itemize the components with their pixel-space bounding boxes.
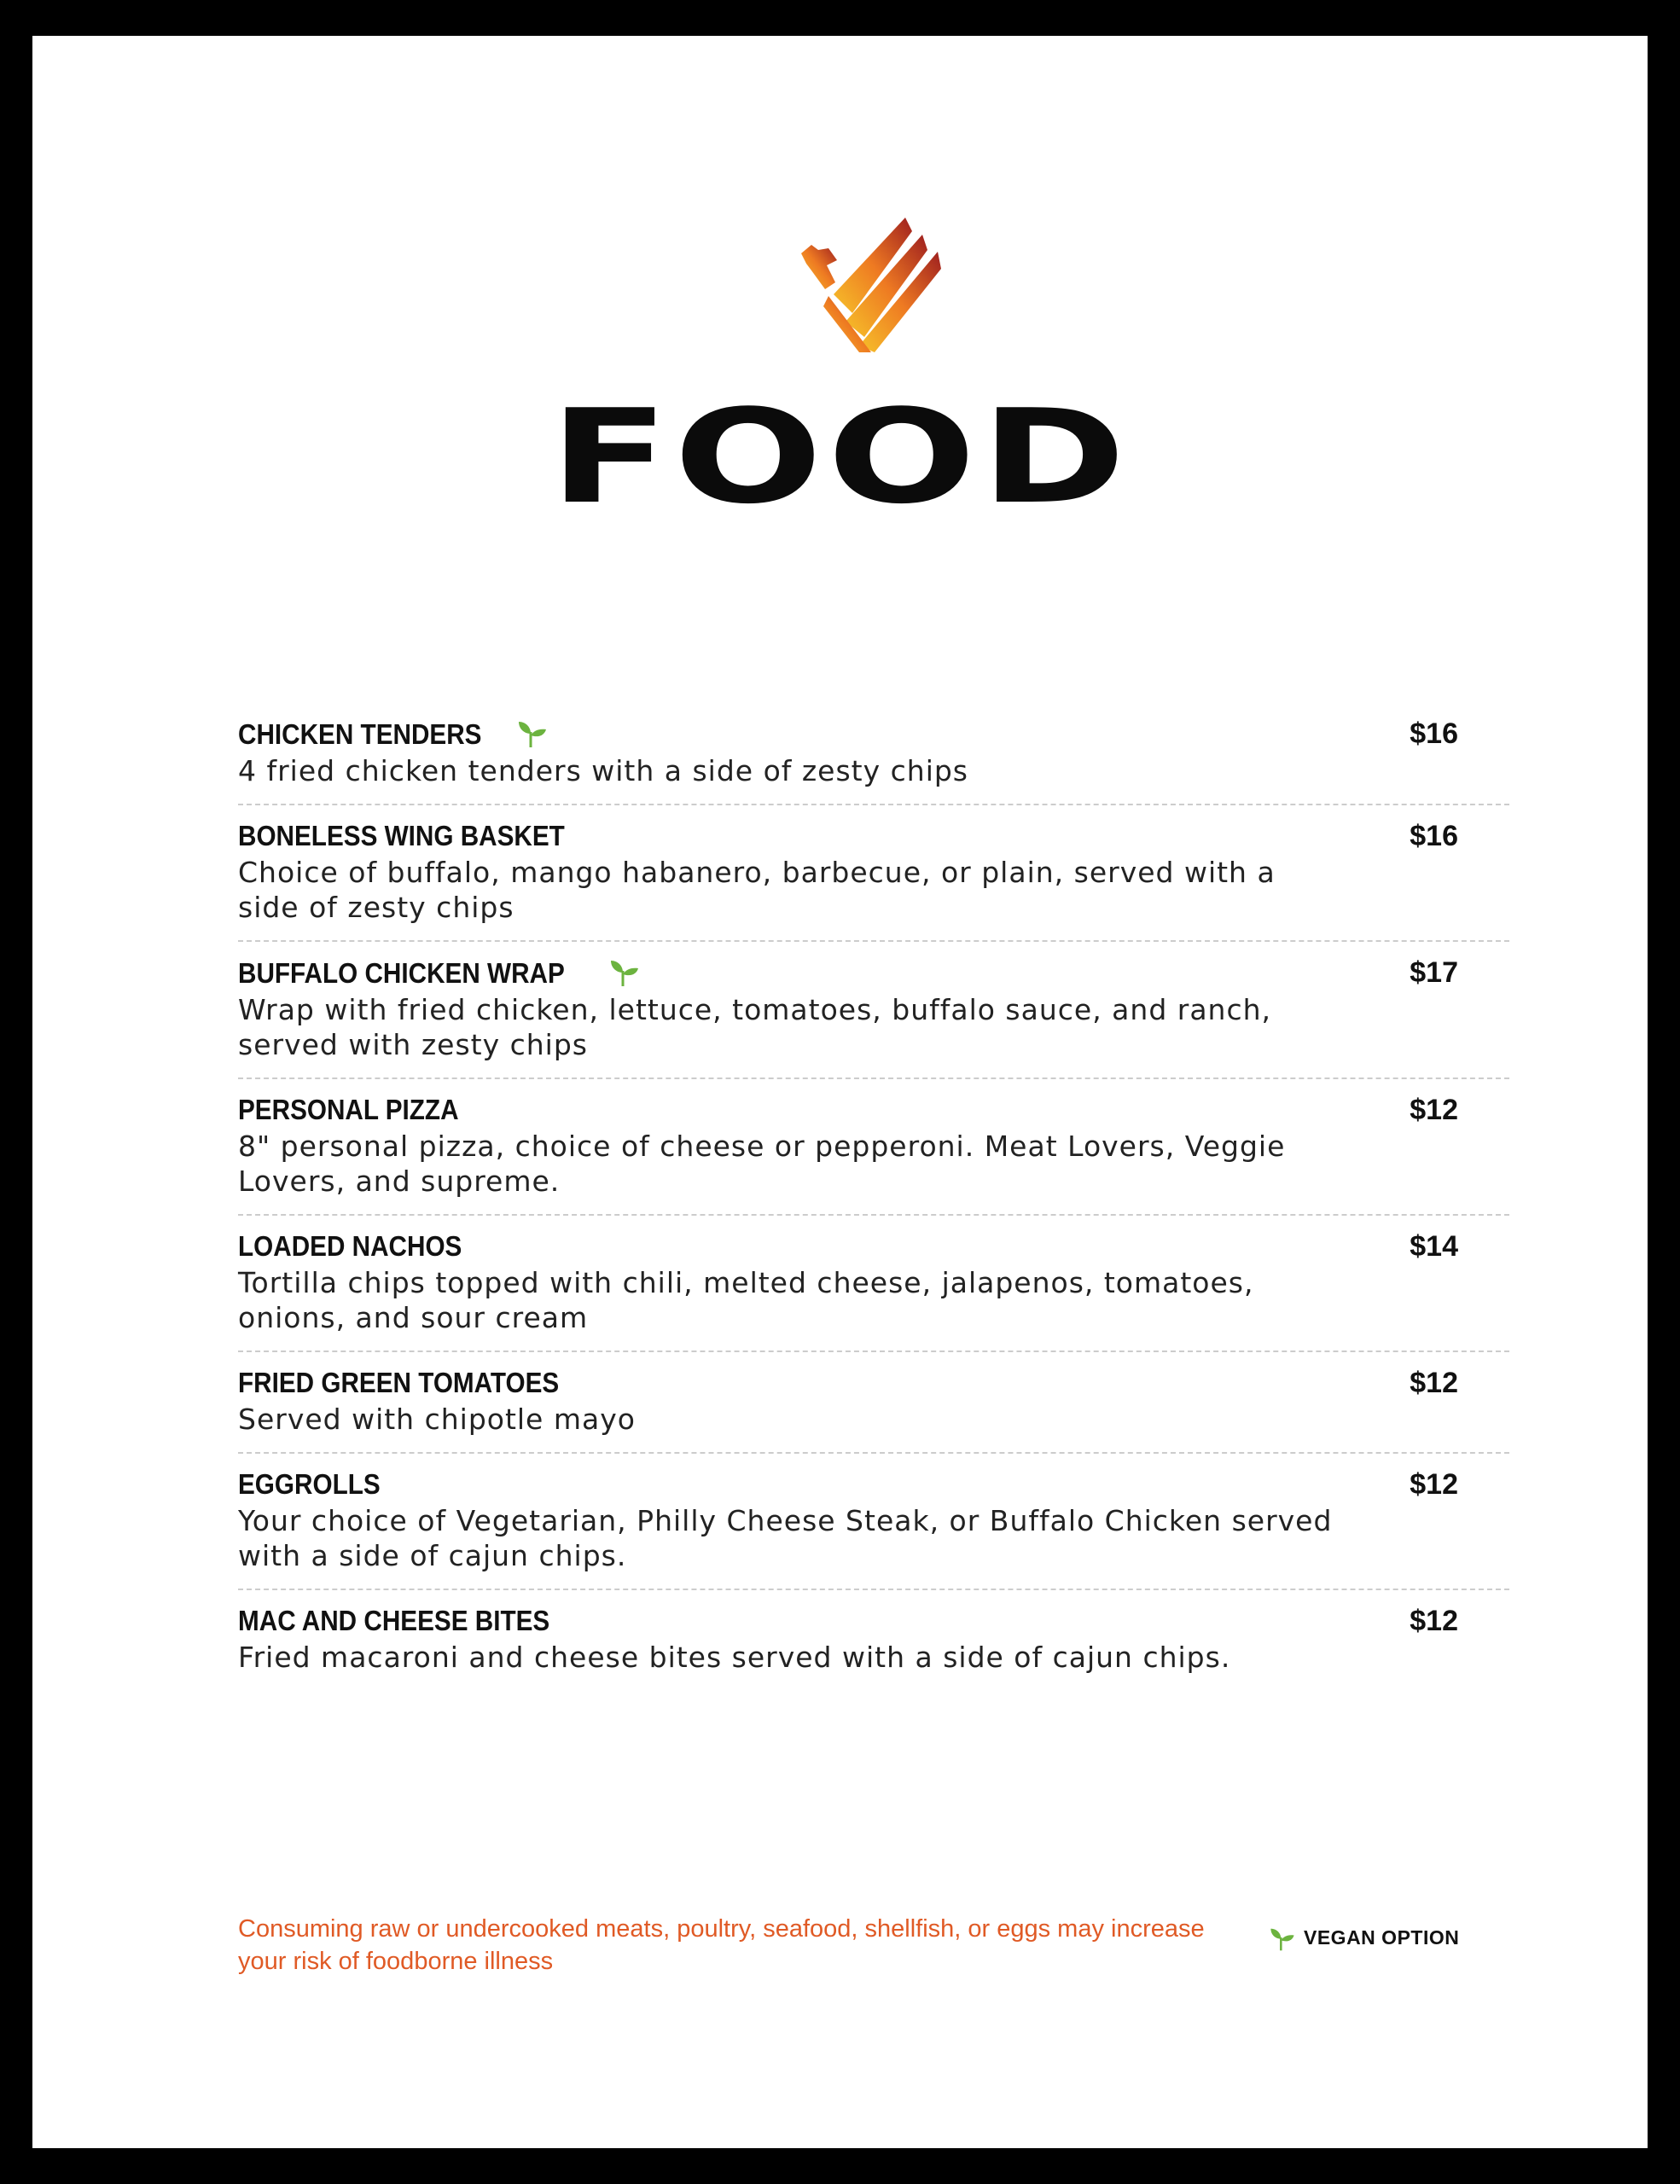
menu-item-description: Served with chipotle mayo	[238, 1403, 636, 1436]
menu-item-name: BONELESS WING BASKET	[238, 820, 565, 851]
menu-item-name: CHICKEN TENDERS	[238, 718, 482, 750]
sprout-leaf-icon	[607, 954, 642, 988]
menu-item-description: Your choice of Vegetarian, Philly Cheese Steak, or Buffalo Chicken served with a side of cajun chips.	[238, 1504, 1333, 1572]
menu-item	[238, 1590, 1509, 1690]
sprout-leaf-icon	[1268, 1923, 1297, 1952]
menu-item	[238, 1216, 1509, 1352]
menu-item	[238, 1352, 1509, 1454]
menu-item-name: BUFFALO CHICKEN WRAP	[238, 957, 565, 989]
food-safety-warning: Consuming raw or undercooked meats, poultry, seafood, shellfish, or eggs may increase your risk of foodborne illness	[238, 1915, 1205, 1975]
sprout-leaf-icon	[515, 715, 549, 749]
menu-item-name: LOADED NACHOS	[238, 1230, 462, 1262]
menu-item-name: FRIED GREEN TOMATOES	[238, 1367, 560, 1398]
menu-item-price: $12	[1410, 1094, 1458, 1126]
menu-item	[238, 805, 1509, 942]
menu-item	[238, 1079, 1509, 1216]
menu-item-description: 8" personal pizza, choice of cheese or pepperoni. Meat Lovers, Veggie Lovers, and supreme.	[238, 1130, 1286, 1198]
menu-item	[238, 942, 1509, 1079]
menu-item-price: $12	[1410, 1605, 1458, 1637]
menu-page	[32, 36, 1648, 2148]
menu-item-description: Choice of buffalo, mango habanero, barbecue, or plain, served with a side of zesty chips	[238, 856, 1276, 924]
menu-item-description: Wrap with fried chicken, lettuce, tomatoes, buffalo sauce, and ranch, served with zesty chips	[238, 993, 1272, 1061]
menu-item-price: $17	[1410, 956, 1458, 989]
menu-item-price: $16	[1410, 717, 1458, 750]
vegan-legend-label: VEGAN OPTION	[1304, 1926, 1460, 1949]
menu-item-name: EGGROLLS	[238, 1468, 381, 1500]
menu-item-price: $14	[1410, 1230, 1458, 1263]
menu-item-description: 4 fried chicken tenders with a side of zesty chips	[238, 754, 969, 787]
menu-item-price: $12	[1410, 1367, 1458, 1399]
menu-item-description: Fried macaroni and cheese bites served with a side of cajun chips.	[238, 1641, 1231, 1674]
menu-item-name: PERSONAL PIZZA	[238, 1094, 459, 1125]
menu-item-name: MAC AND CHEESE BITES	[238, 1605, 550, 1636]
menu-item	[238, 1454, 1509, 1590]
vegan-legend	[1268, 1923, 1459, 1952]
page-title: FOOD	[549, 381, 1131, 532]
menu-item-price: $16	[1410, 820, 1458, 852]
menu-item-price: $12	[1410, 1468, 1458, 1501]
phoenix-logo-icon	[786, 200, 952, 354]
menu-list	[238, 715, 1509, 1690]
menu-item	[238, 715, 1509, 805]
menu-item-description: Tortilla chips topped with chili, melted cheese, jalapenos, tomatoes, onions, and sour cream	[238, 1266, 1254, 1334]
